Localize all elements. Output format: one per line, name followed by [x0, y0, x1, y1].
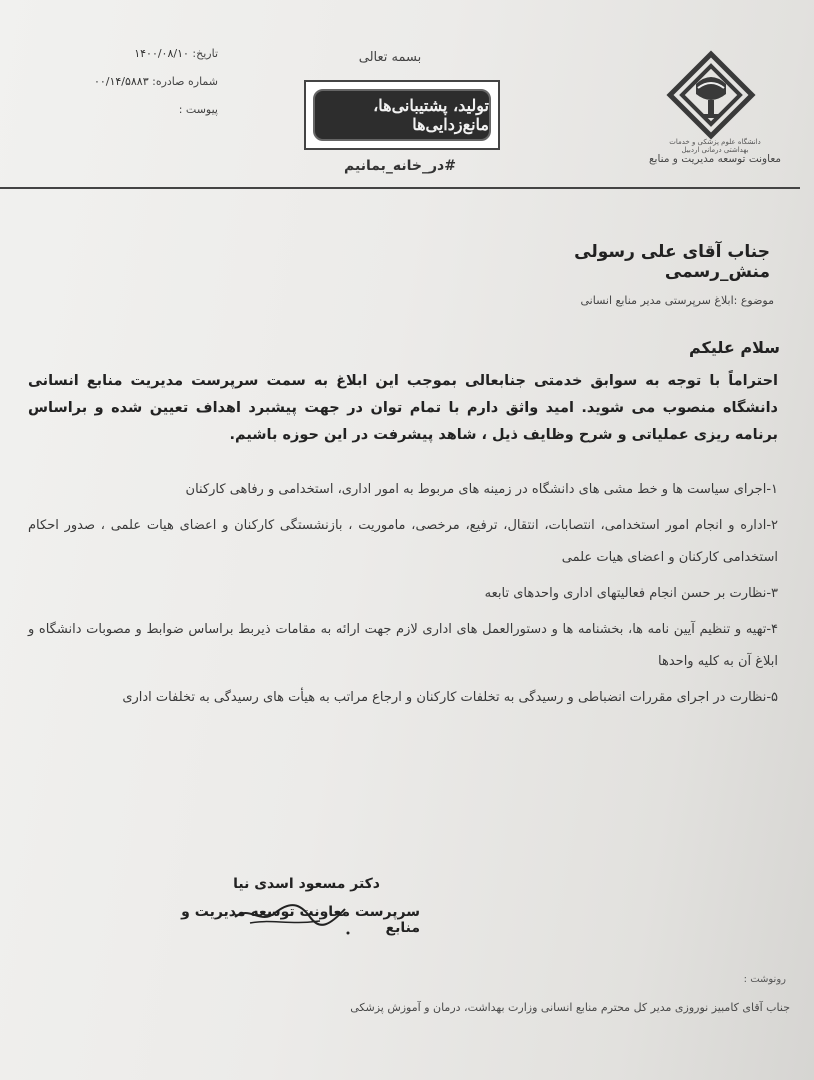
recipient: جناب آقای علی رسولی منش_رسمی — [574, 242, 770, 282]
date-row — [78, 40, 218, 68]
header-divider — [0, 187, 800, 189]
deputy-office: معاونت توسعه مدیریت و منابع — [648, 153, 782, 165]
duty-item: ۱-اجرای سیاست ها و خط مشی های دانشگاه در زمینه های مربوط به امور اداری، استخدامی و رفاهی کارکنان — [185, 482, 778, 497]
number-row — [78, 68, 218, 96]
university-name: دانشگاه علوم پزشکی و خدمات بهداشتی درمانی اردبیل — [669, 138, 761, 154]
subject-line: موضوع :ابلاغ سرپرستی مدیر منابع انسانی — [580, 294, 774, 307]
slogan-text: تولید، پشتیبانی‌ها، مانع‌زدایی‌ها — [373, 96, 489, 134]
hashtag: #در_خانه_بمانیم — [344, 158, 456, 174]
letter-meta — [78, 40, 218, 124]
number-value: ۰۰/۱۴/۵۸۸۳ — [93, 75, 149, 88]
university-logo-icon — [666, 50, 756, 140]
besmele: بسمه تعالی — [358, 50, 422, 65]
duty-item: ۲-اداره و انجام امور استخدامی، انتصابات، انتقال، ترفیع، مرخصی، ماموریت ، بازنشستگی کارکنان و اعضای هیات علمی ، صدور احکام استخدامی کارکنان و اعضای هیات علمی — [28, 518, 778, 565]
attachment-label: پیوست : — [178, 103, 218, 116]
date-value: ۱۴۰۰/۰۸/۱۰ — [134, 47, 189, 60]
signature-scribble-icon — [230, 895, 350, 935]
date-label: تاریخ: — [192, 47, 218, 60]
duty-item: ۵-نظارت در اجرای مقررات انضباطی و رسیدگی به تخلفات کارکنان و ارجاع مراتب به هیأت های رسیدگی به تخلفات اداری — [122, 690, 778, 705]
duty-item: ۴-تهیه و تنظیم آیین نامه ها، بخشنامه ها و دستورالعمل های اداری لازم جهت ارائه به مقامات ذیربط براساس ضوابط و مصوبات دانشگاه و ابلاغ آن به کلیه واحدها — [28, 622, 778, 669]
attachment-row — [78, 96, 218, 124]
cc-recipient: جناب آقای کامبیز نوروزی مدیر کل محترم منابع انسانی وزارت بهداشت، درمان و آموزش پزشکی — [350, 1001, 790, 1014]
duty-item: ۳-نظارت بر حسن انجام فعالیتهای اداری واحدهای تابعه — [484, 586, 778, 601]
slogan-banner — [304, 80, 500, 150]
duties-list — [28, 474, 778, 714]
greeting: سلام علیکم — [688, 338, 780, 357]
signatory-name: دکتر مسعود اسدی نیا — [233, 876, 380, 892]
cc-label: رونوشت : — [743, 974, 786, 985]
signatory-title: سرپرست معاونت توسعه مدیریت و منابع — [181, 904, 420, 936]
intro-paragraph: احتراماً با توجه به سوابق خدمتی جنابعالی بموجب این ابلاغ به سمت سرپرست مدیریت منابع انسانی دانشگاه منصوب می شوید. امید واثق دارم با تمام توان در جهت پیشبرد اهداف تعیین شده و براساس برنامه ریزی عملیاتی و شرح وظایف ذیل ، شاهد پیشرفت در این حوزه باشیم. — [28, 373, 778, 443]
number-label: شماره صادره: — [152, 75, 218, 88]
